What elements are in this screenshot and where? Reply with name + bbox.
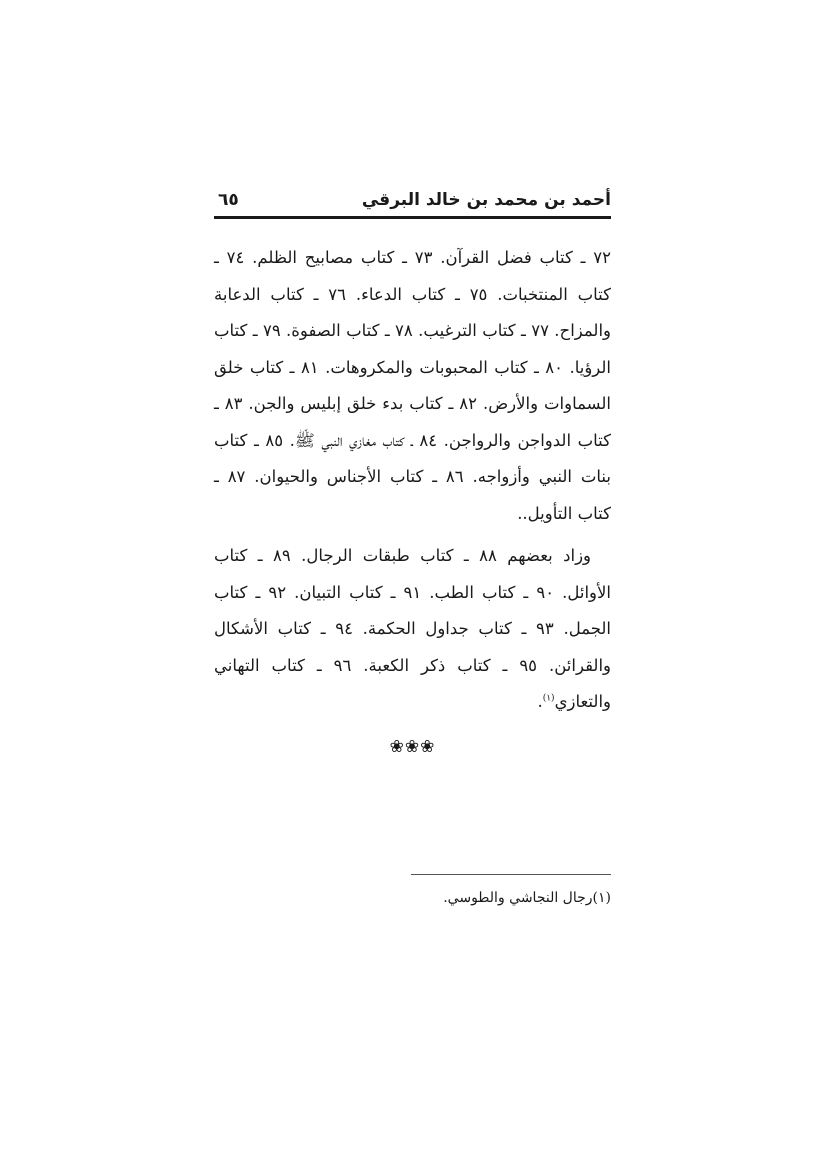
- footnote: (١)رجال النجاشي والطوسي.: [443, 890, 611, 906]
- body-text: [214, 240, 611, 721]
- running-header-title: أحمد بن محمد بن خالد البرقي: [361, 190, 611, 210]
- footnote-rule: [411, 874, 611, 875]
- paragraph-additions-end: .: [537, 692, 543, 711]
- section-ornament: ❀❀❀: [389, 736, 436, 757]
- running-header: [214, 188, 611, 218]
- footnote-reference[interactable]: (١): [542, 693, 555, 704]
- page-number: ٦٥: [218, 190, 239, 210]
- paragraph-additions-text: وزاد بعضهم ٨٨ ـ كتاب طبقات الرجال. ٨٩ ـ كتاب الأوائل. ٩٠ ـ كتاب الطب. ٩١ ـ كتاب التبيان. ٩٢ ـ كتاب الجمل. ٩٣ ـ كتاب جداول الحكمة. ٩٤ ـ كتاب الأشكال والقرائن. ٩٥ ـ كتاب ذكر الكعبة. ٩٦ ـ كتاب التهاني والتعازي: [214, 546, 612, 711]
- page: [214, 188, 612, 906]
- header-rule: [214, 216, 611, 219]
- paragraph-additions: [214, 538, 611, 721]
- paragraph-book-list: ٧٢ ـ كتاب فضل القرآن. ٧٣ ـ كتاب مصابيح الظلم. ٧٤ ـ كتاب المنتخبات. ٧٥ ـ كتاب الدعاء. ٧٦ ـ كتاب الدعابة والمزاح. ٧٧ ـ كتاب الترغيب. ٧٨ ـ كتاب الصفوة. ٧٩ ـ كتاب الرؤيا. ٨٠ ـ كتاب المحبوبات والمكروهات. ٨١ ـ كتاب خلق السماوات والأرض. ٨٢ ـ كتاب بدء خلق إبليس والجن. ٨٣ ـ كتاب الدواجن والرواجن. ٨٤ ـ كتاب مغازي النبي ﷺ. ٨٥ ـ كتاب بنات النبي وأزواجه. ٨٦ ـ كتاب الأجناس والحيوان. ٨٧ ـ كتاب التأويل..: [214, 248, 612, 523]
